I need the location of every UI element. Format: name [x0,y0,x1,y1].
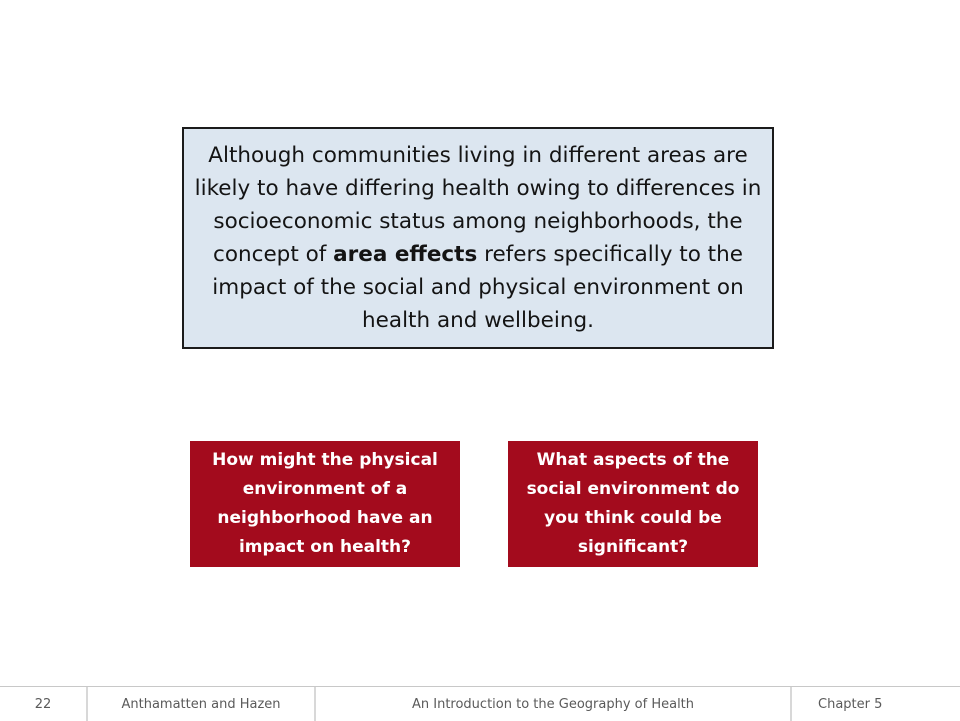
question-box-social [508,441,758,567]
definition-text-before: Although communities living in different areas are likely to have differing health owing to differences in socioeconomic status among neighborhoods, the concept of [194,143,762,267]
footer-chapter: Chapter 5 [818,696,883,712]
footer-book-title: An Introduction to the Geography of Health [316,687,792,721]
definition-text-after: refers specifically to the impact of the social and physical environment on health and wellbeing. [212,242,744,333]
footer-page-number: 22 [0,687,88,721]
definition-box [182,127,774,349]
definition-term: area effects [333,242,478,267]
question-box-physical [190,441,460,567]
slide-footer [0,686,960,721]
footer-authors: Anthamatten and Hazen [88,687,316,721]
question-text-social: What aspects of the social environment do you think could be significant? [526,450,740,557]
question-text-physical: How might the physical environment of a neighborhood have an impact on health? [212,450,438,557]
definition-text [190,139,766,337]
